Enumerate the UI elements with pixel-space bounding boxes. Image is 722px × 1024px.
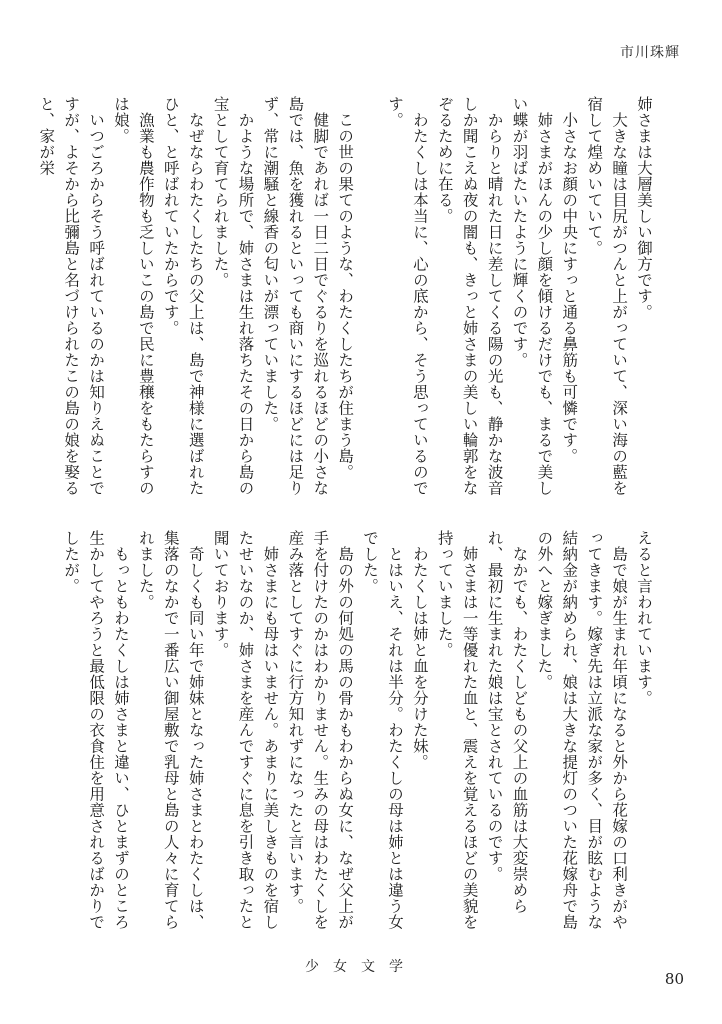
magazine-title: 少女文学 [305,959,417,975]
paragraph: わたくしは本当に、心の底から、そう思っているのです。 [385,96,429,496]
author-name: 市川珠輝 [620,45,680,61]
paragraph: えると言われています。 [635,530,653,706]
paragraph: わたくしは姉と血を分けた妹。 [410,545,429,770]
paragraph: なぜならわたくしたちの父上は、島で神様に選ばれたひと、と呼ばれていたからです。 [161,96,205,496]
paragraph: からりと晴れた日に差してくる陽の光も、静かな波音しか聞こえぬ夜の闇も、きっと姉さまの美しい輪郭をなぞるために在る。 [435,96,504,496]
paragraph: 姉さまは大層美しい御方です。 [635,96,653,320]
paragraph: 小さなお顔の中央にすっと通る鼻筋も可憐です。 [560,111,579,464]
paragraph: 大きな瞳は目尻がつんと上がっていて、深い海の藍を宿して煌めいていて。 [585,96,629,496]
paragraph: この世の果てのような、わたくしたちが住まう島。 [336,111,355,480]
blank-line [357,96,382,508]
paragraph: 島で娘が生まれ年頃になると外から花嫁の口利きがやってきます。嫁ぎ先は立派な家が多く、目が眩むような結納金が納められ、娘は大きな提灯のついた花嫁舟で島の外へと嫁ぎました。 [535,530,629,930]
paragraph: 島の外の何処の馬の骨かもわからぬ女に、なぜ父上が手を付けたのかはわかりません。生みの母はわたくしを産み落としてすぐに行方知れずになったと言います。 [286,530,355,930]
paragraph: いつごろからそう呼ばれているのかは知りえぬことですが、よそから比彌島と名づけられたこの島の娘を娶ると、家が栄 [37,96,106,496]
paragraph: なかでも、わたくしどもの父上の血筋は大変崇められ、最初に生まれた娘は宝とされているのです。 [485,530,529,914]
paragraph: 姉さまにも母はいません。あまりに美しきものを宿したせいなのか、姉さまを産んですぐに息を引き取ったと聞いております。 [211,530,280,930]
body-text-lower [62,530,656,938]
paragraph: 健脚であれば一日二日でぐるりを巡れるほどの小さな島では、魚を獲れるといっても商いにするほどには足りず、常に潮騒と線香の匂いが漂っていました。 [261,96,330,496]
paragraph: 姉さまがほんの少し顔を傾けるだけでも、まるで美しい蝶が羽ばたいたように輝くのです。 [510,96,554,496]
paragraph: 奇しくも同い年で姉妹となった姉さまとわたくしは、集落のなかで一番広い御屋敷で乳母と島の人々に育てられました。 [136,530,205,930]
paragraph: もっともわたくしは姉さまと違い、ひとまずのところ生かしてやろうと最低限の衣食住を用意されるばかりでしたが。 [62,530,130,930]
paragraph: かような場所で、姉さまは生れ落ちたその日から島の宝として育てられました。 [211,96,255,496]
paragraph: 姉さまは一等優れた血と、震えを覚えるほどの美貌を持っていました。 [435,530,479,930]
paragraph: 漁業も農作物も乏しいこの島で民に豊穣をもたらすのは娘。 [111,96,155,496]
paragraph: とはいえ、それは半分。わたくしの母は姉とは違う女でした。 [361,530,404,930]
body-text-upper [37,96,656,508]
page-number: 80 [664,970,684,988]
